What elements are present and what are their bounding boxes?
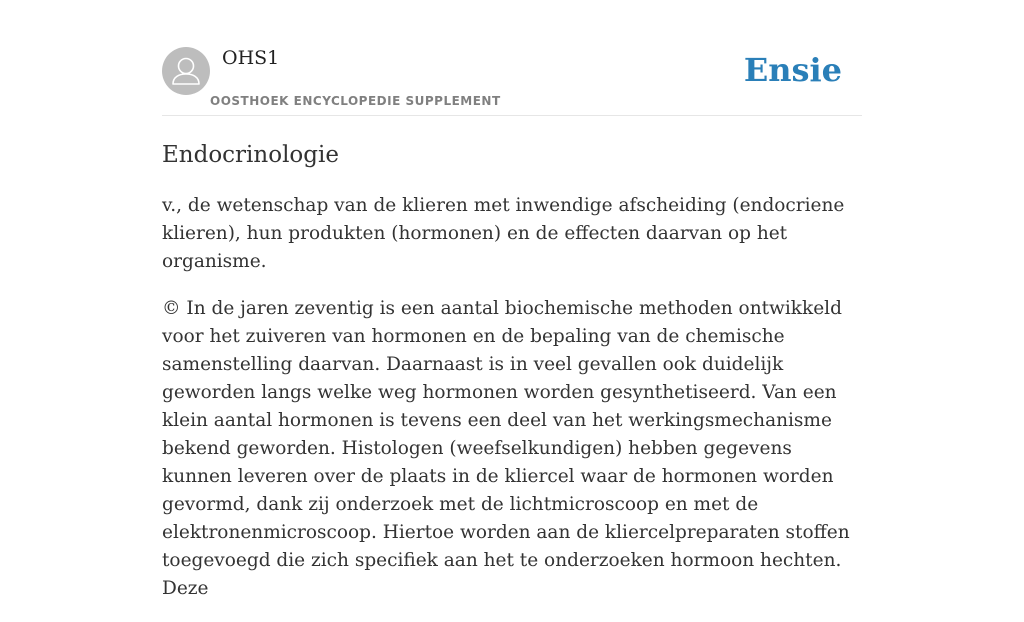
body-paragraph: © In de jaren zeventig is een aantal biochemische methoden ontwikkeld voor het zuiveren van hormonen en de bepaling van de chemische samenstelling daarvan. Daarnaast is in veel gevallen ook duidelijk geworden langs welke weg hormonen worden gesynthetiseerd. Van een klein aantal hormonen is tevens een deel van het werkingsmechanisme bekend geworden. Histologen (weefselkundigen) hebben gegevens kunnen leveren over de plaats in de kliercel waar de hormonen worden gevormd, dank zij onderzoek met de lichtmicroscoop en met de elektronenmicroscoop. Hiertoe worden aan de kliercelpreparaten stoffen toegevoegd die zich specifiek aan het te onderzoeken hormoon hechten. Deze xyxy=(162,298,850,599)
article-card xyxy=(162,0,862,599)
brand-logo[interactable]: Ensie xyxy=(743,51,842,89)
article-title: Endocrinologie xyxy=(162,142,339,168)
source-subtitle: OOSTHOEK ENCYCLOPEDIE SUPPLEMENT xyxy=(210,94,501,108)
source-name[interactable]: OHS1 xyxy=(222,47,280,69)
user-icon xyxy=(162,47,210,95)
avatar[interactable] xyxy=(162,47,210,95)
definition-paragraph: v., de wetenschap van de klieren met inwendige afscheiding (endocriene klieren), hun produkten (hormonen) en de effecten daarvan op het organisme. xyxy=(162,195,845,272)
source-header xyxy=(162,0,862,116)
article-content xyxy=(162,192,862,622)
